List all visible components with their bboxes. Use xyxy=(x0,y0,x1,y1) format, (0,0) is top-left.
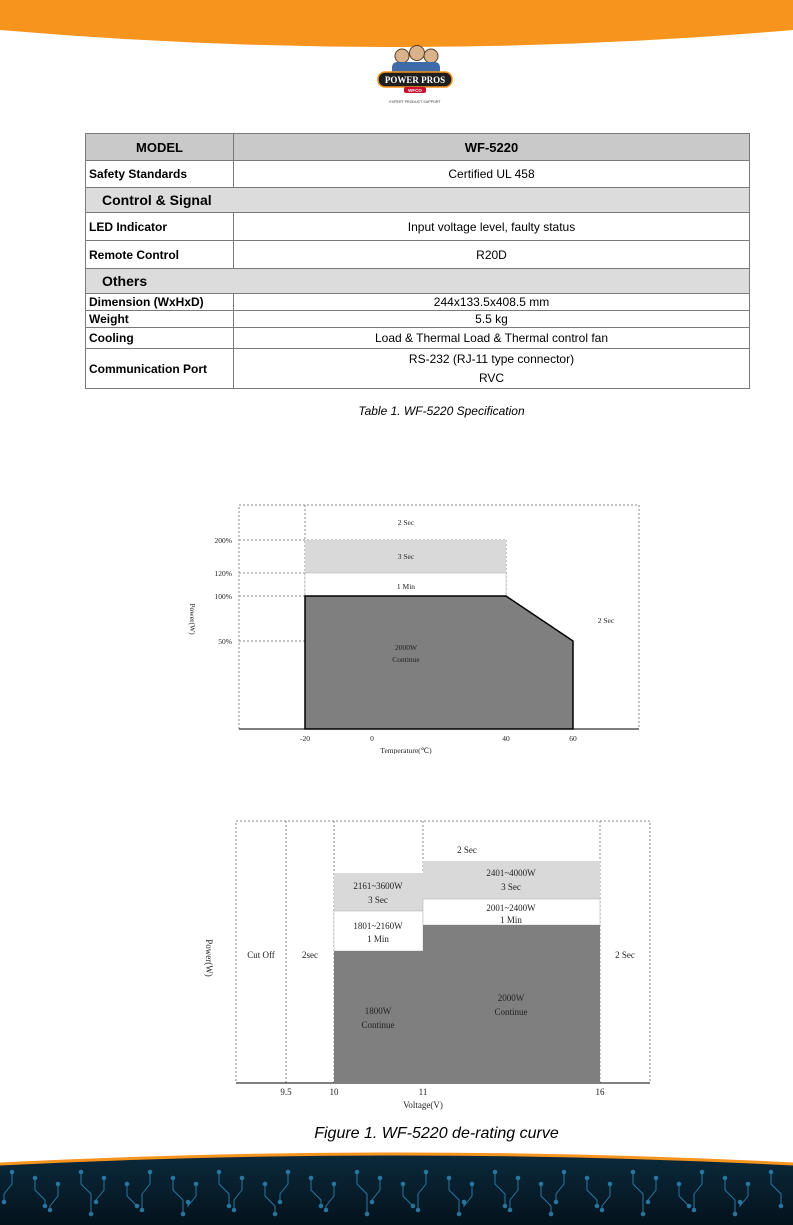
region-label-2: 3 Sec xyxy=(501,882,521,892)
logo-tagline: EXPERT PRODUCT SUPPORT xyxy=(389,100,441,104)
logo-sub-text: WFCO xyxy=(408,88,422,93)
row-label: Safety Standards xyxy=(86,161,234,188)
circuit-node xyxy=(733,1212,737,1216)
circuit-node xyxy=(56,1182,60,1186)
circuit-node xyxy=(140,1208,144,1212)
circuit-node xyxy=(769,1170,773,1174)
circuit-node xyxy=(677,1182,681,1186)
circuit-node xyxy=(416,1208,420,1212)
table-row xyxy=(86,161,750,188)
table-row xyxy=(86,294,750,311)
circuit-node xyxy=(125,1182,129,1186)
circuit-node xyxy=(700,1170,704,1174)
row-value: Input voltage level, faulty status xyxy=(234,213,750,241)
y-tick-label: 200% xyxy=(214,536,232,545)
circuit-node xyxy=(319,1204,323,1208)
x-tick-label: 60 xyxy=(569,734,577,743)
region-1801-2160w xyxy=(334,911,423,951)
region-label: 2 Sec xyxy=(615,950,635,960)
region-label: 1 Min xyxy=(396,582,416,591)
y-tick-label: 100% xyxy=(214,592,232,601)
circuit-node xyxy=(646,1200,650,1204)
region-label: Cut Off xyxy=(247,950,275,960)
circuit-node xyxy=(273,1212,277,1216)
figure-caption: Figure 1. WF-5220 de-rating curve xyxy=(314,1125,559,1142)
x-tick-label: 40 xyxy=(502,734,510,743)
circuit-node xyxy=(102,1176,106,1180)
circuit-node xyxy=(447,1176,451,1180)
region-continuous xyxy=(305,596,573,729)
region-label: 2000W xyxy=(394,643,418,652)
region-label: 2 Sec xyxy=(597,616,615,625)
row-label: Remote Control xyxy=(86,241,234,269)
row-label: Dimension (WxHxD) xyxy=(86,294,234,311)
region-label: 2161~3600W xyxy=(353,881,403,891)
region-label: 2sec xyxy=(302,950,318,960)
circuit-node xyxy=(227,1204,231,1208)
circuit-node xyxy=(554,1200,558,1204)
region-label: 2401~4000W xyxy=(486,868,536,878)
region-label-2: Continue xyxy=(392,655,420,664)
circuit-node xyxy=(779,1204,783,1208)
x-axis-label: Temperature(℃) xyxy=(380,746,432,754)
table-row xyxy=(86,241,750,269)
row-value-2: RVC xyxy=(478,370,505,385)
x-tick-label: 11 xyxy=(418,1087,428,1097)
circuit-node xyxy=(411,1204,415,1208)
circuit-node xyxy=(171,1176,175,1180)
row-value: Load & Thermal Load & Thermal control fan xyxy=(234,328,750,349)
circuit-node xyxy=(370,1200,374,1204)
row-label: Cooling xyxy=(86,328,234,349)
y-axis-label: Power(W) xyxy=(204,939,214,977)
circuit-node xyxy=(631,1170,635,1174)
circuit-node xyxy=(508,1208,512,1212)
table-header-model: MODEL xyxy=(86,134,234,161)
circuit-node xyxy=(33,1176,37,1180)
circuit-node xyxy=(240,1176,244,1180)
section-row xyxy=(86,188,750,213)
region-label-2: 1 Min xyxy=(367,934,389,944)
region-1800w xyxy=(334,951,423,1083)
circuit-node xyxy=(723,1176,727,1180)
circuit-node xyxy=(654,1176,658,1180)
x-tick-label: 10 xyxy=(329,1087,339,1097)
row-value: R20D xyxy=(234,241,750,269)
circuit-node xyxy=(194,1182,198,1186)
region-label: 2 Sec xyxy=(457,845,477,855)
row-value: Certified UL 458 xyxy=(234,161,750,188)
circuit-node xyxy=(286,1170,290,1174)
circuit-node xyxy=(470,1182,474,1186)
circuit-node xyxy=(2,1200,6,1204)
circuit-node xyxy=(539,1182,543,1186)
row-value-multi xyxy=(234,349,750,389)
y-tick-label: 120% xyxy=(214,569,232,578)
circuit-node xyxy=(365,1212,369,1216)
circuit-footer xyxy=(0,1150,793,1225)
region-label: 1800W xyxy=(364,1006,392,1016)
circuit-node xyxy=(378,1176,382,1180)
table-caption: Table 1. WF-5220 Specification xyxy=(358,404,525,418)
table-row xyxy=(86,311,750,328)
x-tick-label: 16 xyxy=(595,1087,605,1097)
region-label: 1801~2160W xyxy=(353,921,403,931)
region-label: 2 Sec xyxy=(397,518,415,527)
circuit-node xyxy=(608,1182,612,1186)
section-row xyxy=(86,269,750,294)
circuit-node xyxy=(148,1170,152,1174)
region-label-2: Continue xyxy=(494,1007,528,1017)
row-label: LED Indicator xyxy=(86,213,234,241)
circuit-node xyxy=(687,1204,691,1208)
circuit-node xyxy=(79,1170,83,1174)
row-label: Weight xyxy=(86,311,234,328)
circuit-node xyxy=(562,1170,566,1174)
x-tick-label: 0 xyxy=(370,734,374,743)
circuit-node xyxy=(232,1208,236,1212)
circuit-node xyxy=(355,1170,359,1174)
circuit-node xyxy=(462,1200,466,1204)
circuit-node xyxy=(457,1212,461,1216)
circuit-node xyxy=(600,1208,604,1212)
circuit-node xyxy=(324,1208,328,1212)
circuit-node xyxy=(89,1212,93,1216)
temperature-derating-chart xyxy=(172,492,656,754)
table-header-model-value: WF-5220 xyxy=(234,134,750,161)
circuit-node xyxy=(516,1176,520,1180)
row-label: Communication Port xyxy=(86,349,234,389)
circuit-node xyxy=(43,1204,47,1208)
region-label-2: Continue xyxy=(361,1020,395,1030)
circuit-node xyxy=(549,1212,553,1216)
circuit-node xyxy=(503,1204,507,1208)
circuit-node xyxy=(332,1182,336,1186)
row-value: 244x133.5x408.5 mm xyxy=(234,294,750,311)
region-label: 3 Sec xyxy=(397,552,415,561)
table-row xyxy=(86,328,750,349)
circuit-node xyxy=(595,1204,599,1208)
circuit-node xyxy=(585,1176,589,1180)
region-label: 2001~2400W xyxy=(486,903,536,913)
circuit-node xyxy=(278,1200,282,1204)
circuit-node xyxy=(309,1176,313,1180)
table-row xyxy=(86,349,750,389)
region-2161-3600w xyxy=(334,873,423,911)
section-title: Control & Signal xyxy=(86,188,750,213)
circuit-node xyxy=(135,1204,139,1208)
voltage-derating-chart xyxy=(191,808,659,1114)
y-tick-label: 50% xyxy=(218,637,232,646)
region-label-2: 3 Sec xyxy=(368,895,388,905)
circuit-node xyxy=(424,1170,428,1174)
region-2401-4000w xyxy=(423,861,600,899)
spec-table xyxy=(85,133,750,389)
section-title: Others xyxy=(86,269,750,294)
power-pros-logo xyxy=(372,40,458,106)
logo-brand-text: POWER PROS xyxy=(384,75,446,85)
region-2000w xyxy=(423,925,600,1083)
circuit-node xyxy=(217,1170,221,1174)
region-label: 2000W xyxy=(497,993,525,1003)
x-tick-label: -20 xyxy=(300,734,310,743)
row-value: 5.5 kg xyxy=(234,311,750,328)
circuit-node xyxy=(263,1182,267,1186)
circuit-node xyxy=(493,1170,497,1174)
circuit-node xyxy=(94,1200,98,1204)
circuit-node xyxy=(48,1208,52,1212)
circuit-node xyxy=(401,1182,405,1186)
y-axis-label: Power(W) xyxy=(188,603,197,635)
region-label-2: 1 Min xyxy=(500,915,522,925)
x-tick-label: 9.5 xyxy=(280,1087,292,1097)
circuit-node xyxy=(10,1170,14,1174)
circuit-node xyxy=(692,1208,696,1212)
table-row xyxy=(86,213,750,241)
x-axis-label: Voltage(V) xyxy=(403,1100,443,1110)
circuit-node xyxy=(181,1212,185,1216)
circuit-node xyxy=(186,1200,190,1204)
row-value: RS-232 (RJ-11 type connector) xyxy=(408,351,575,366)
circuit-node xyxy=(738,1200,742,1204)
circuit-node xyxy=(641,1212,645,1216)
circuit-node xyxy=(746,1182,750,1186)
